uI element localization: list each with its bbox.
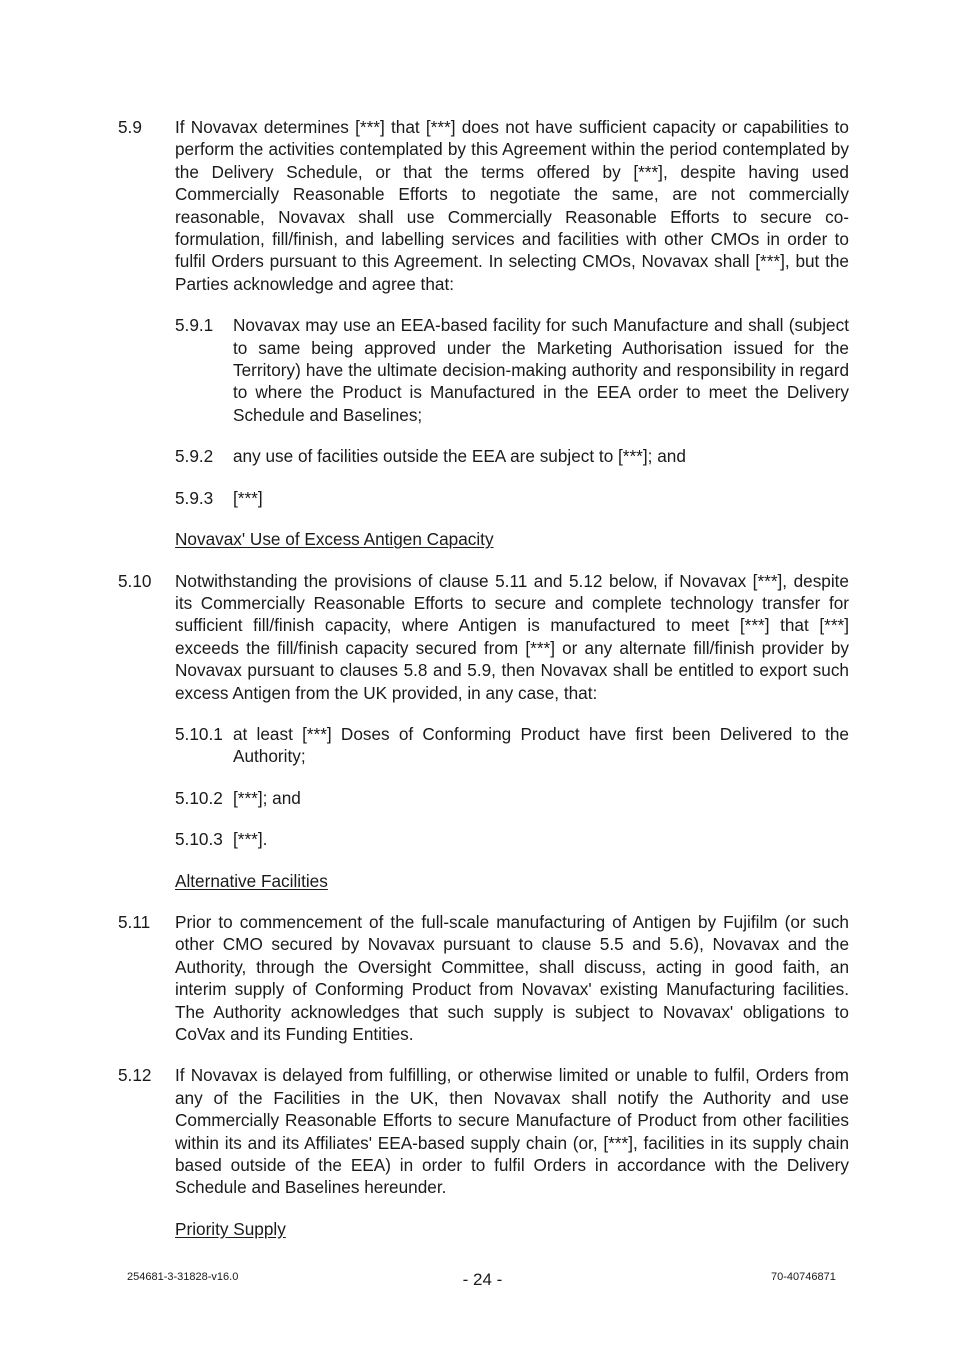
subclause-text: [***]; and: [233, 787, 301, 808]
clause-5-12: [118, 1064, 849, 1198]
subclause-text: [***]: [233, 487, 263, 508]
clause-5-11: [118, 911, 849, 1045]
clause-text: Prior to commencement of the full-scale manufacturing of Antigen by Fujifilm (or such other CMO secured by Novavax pursuant to clause 5.5 and 5.6), Novavax and the Authority, through the Oversight Committee, shall discuss, acting in good faith, an interim supply of Conforming Product from Novavax' existing Manufacturing facilities. The Authority acknowledges that such supply is subject to Novavax' obligations to CoVax and its Funding Entities.: [175, 911, 849, 1044]
section-heading-excess-antigen: Novavax' Use of Excess Antigen Capacity: [175, 529, 494, 550]
clause-5-9: [118, 116, 849, 295]
subclause-text: [***].: [233, 829, 268, 850]
clause-number: 5.10: [118, 570, 152, 591]
footer-page-number: - 24 -: [462, 1270, 503, 1289]
clause-number: 5.12: [118, 1065, 152, 1086]
subclause-5-10-3: [118, 828, 849, 850]
clause-text: Notwithstanding the provisions of clause 5.11 and 5.12 below, if Novavax [***], despite its Commercially Reasonable Efforts to secure and complete technology transfer for sufficient fill/finish capacity, where Antigen is manufactured to meet [***] that [***] exceeds the fill/finish capacity secured from [***] or any alternate fill/finish provider by Novavax pursuant to clauses 5.8 and 5.9, then Novavax shall be entitled to export such excess Antigen from the UK provided, in any case, that:: [175, 570, 849, 703]
section-heading-alternative-facilities: Alternative Facilities: [175, 870, 328, 891]
clause-text: If Novavax determines [***] that [***] does not have sufficient capacity or capabilities to perform the activities contemplated by this Agreement within the period contemplated by the Delivery Schedule, or that the terms offered by [***], despite having used Commercially Reasonable Efforts to negotiate the same, are not commercially reasonable, Novavax shall use Commercially Reasonable Efforts to secure co-formulation, fill/finish, and labelling services and facilities with other CMOs in order to fulfil Orders pursuant to this Agreement. In selecting CMOs, Novavax shall [***], but the Parties acknowledge and agree that:: [175, 117, 849, 294]
subclause-5-9-3: [118, 487, 849, 509]
subclause-number: 5.10.3: [175, 829, 223, 850]
subclause-5-9-1: [118, 314, 849, 426]
clause-number: 5.11: [118, 911, 151, 932]
subclause-5-10-2: [118, 787, 849, 809]
clause-number: 5.9: [118, 117, 142, 137]
footer-reference-number: 70-40746871: [771, 1271, 836, 1283]
subclause-number: 5.10.2: [175, 787, 223, 808]
page-body: [118, 116, 849, 1259]
section-heading-priority-supply: Priority Supply: [175, 1218, 286, 1239]
subclause-number: 5.9.1: [175, 315, 214, 336]
clause-text: If Novavax is delayed from fulfilling, or otherwise limited or unable to fulfil, Orders from any of the Facilities in the UK, then Novavax shall notify the Authority and use Commercially Reasonable Efforts to secure Manufacture of Product from other facilities within its and its Affiliates' EEA-based supply chain (or, [***], facilities in its supply chain based outside of the EEA) in order to fulfil Orders in accordance with the Delivery Schedule and Baselines hereunder.: [175, 1065, 849, 1198]
subclause-text: Novavax may use an EEA-based facility for such Manufacture and shall (subject to same being approved under the Marketing Authorisation issued for the Territory) have the ultimate decision-making authority and responsibility in regard to where the Product is Manufactured in the EEA order to meet the Delivery Schedule and Baselines;: [233, 315, 849, 425]
subclause-5-10-1: [118, 723, 849, 768]
subclause-number: 5.9.3: [175, 487, 214, 508]
subclause-number: 5.10.1: [175, 723, 223, 744]
subclause-text: at least [***] Doses of Conforming Product have first been Delivered to the Authority;: [233, 723, 849, 767]
clause-5-10: [118, 570, 849, 704]
subclause-text: any use of facilities outside the EEA are subject to [***]; and: [233, 446, 686, 467]
footer-document-reference: 254681-3-31828-v16.0: [127, 1271, 239, 1283]
subclause-5-9-2: [118, 445, 849, 467]
subclause-number: 5.9.2: [175, 446, 214, 467]
